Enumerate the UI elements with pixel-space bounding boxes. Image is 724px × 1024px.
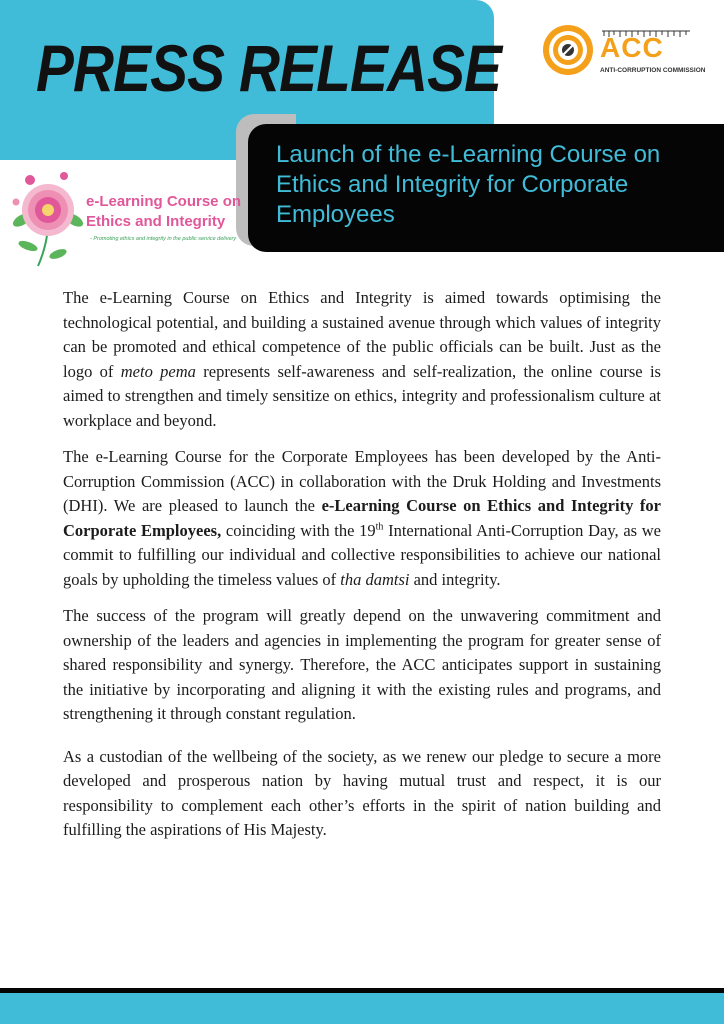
p1-term-meto-pema: meto pema	[120, 361, 196, 381]
paragraph-1	[63, 286, 661, 433]
p2-course-name: e-Learning Course on Ethics and Integrity for Corporate Employees,	[63, 496, 661, 540]
page-title: PRESS RELEASE	[36, 31, 502, 105]
headline: Launch of the e-Learning Course on Ethics and Integrity for Corporate Employees	[276, 141, 661, 228]
p2-ordinal-suffix: th	[375, 521, 384, 532]
course-logo-title	[86, 192, 241, 232]
p2-text-d: International Anti-Corruption Day, as we commit to fulfilling our individual and collective responsibilities to achieve our national goals by upholding the timeless values of	[63, 520, 661, 589]
paragraph-3: The success of the program will greatly depend on the unwavering commitment and ownership of the leaders and agencies in implementing the program for greater sense of shared responsibility and synergy. Therefore, the ACC anticipates support in sustaining the initiative by incorporating and aligning it with the existing rules and programs, and strengthening it through constant regulation.	[63, 606, 661, 723]
acc-letters: ACC	[600, 32, 664, 63]
p2-text-c: coinciding with the 19	[221, 520, 376, 540]
p2-text-f: and integrity.	[409, 569, 501, 589]
course-logo-line1: e-Learning Course on	[86, 193, 242, 210]
press-release-body	[63, 286, 661, 843]
course-logo-line2: Ethics and Integrity	[86, 213, 226, 230]
course-logo-tagline: - Promoting ethics and integrity in the public service delivery	[90, 236, 237, 242]
paragraph-4: As a custodian of the wellbeing of the society, as we renew our pledge to secure a more developed and prosperous nation by having mutual trust and respect, it is our responsibility to complement each other’s efforts in the spirit of nation building and fulfilling the aspirations of His Majesty.	[63, 746, 661, 839]
lotus-flower-icon	[8, 168, 88, 268]
p2-text-a: The e-Learning Course for the Corporate Employees has been developed by the Anti- Corruption Commission (ACC) in collaboration with the Druk Holding and Investments (DHI). We are pleased to launch the	[63, 447, 661, 515]
paragraph-2	[63, 445, 661, 592]
acc-seal-icon	[542, 24, 594, 76]
footer-band	[0, 993, 724, 1024]
acc-subtitle: ANTI-CORRUPTION COMMISSION	[600, 67, 706, 74]
p1-text-c: represents self-awareness and self-realization, the online course is aimed to strengthen and timely sensitize on ethics, integrity and professionalism culture at workplace and beyond.	[63, 361, 661, 430]
acc-logo	[542, 24, 706, 80]
p1-text-a: The e-Learning Course on Ethics and Integrity is aimed towards optimising the technological potential, and building a sustained avenue through which values of integrity can be promoted and ethical competence of the public officials can be built. Just as the logo of	[63, 288, 661, 381]
p2-term-tha-damtsi: tha damtsi	[340, 569, 410, 589]
